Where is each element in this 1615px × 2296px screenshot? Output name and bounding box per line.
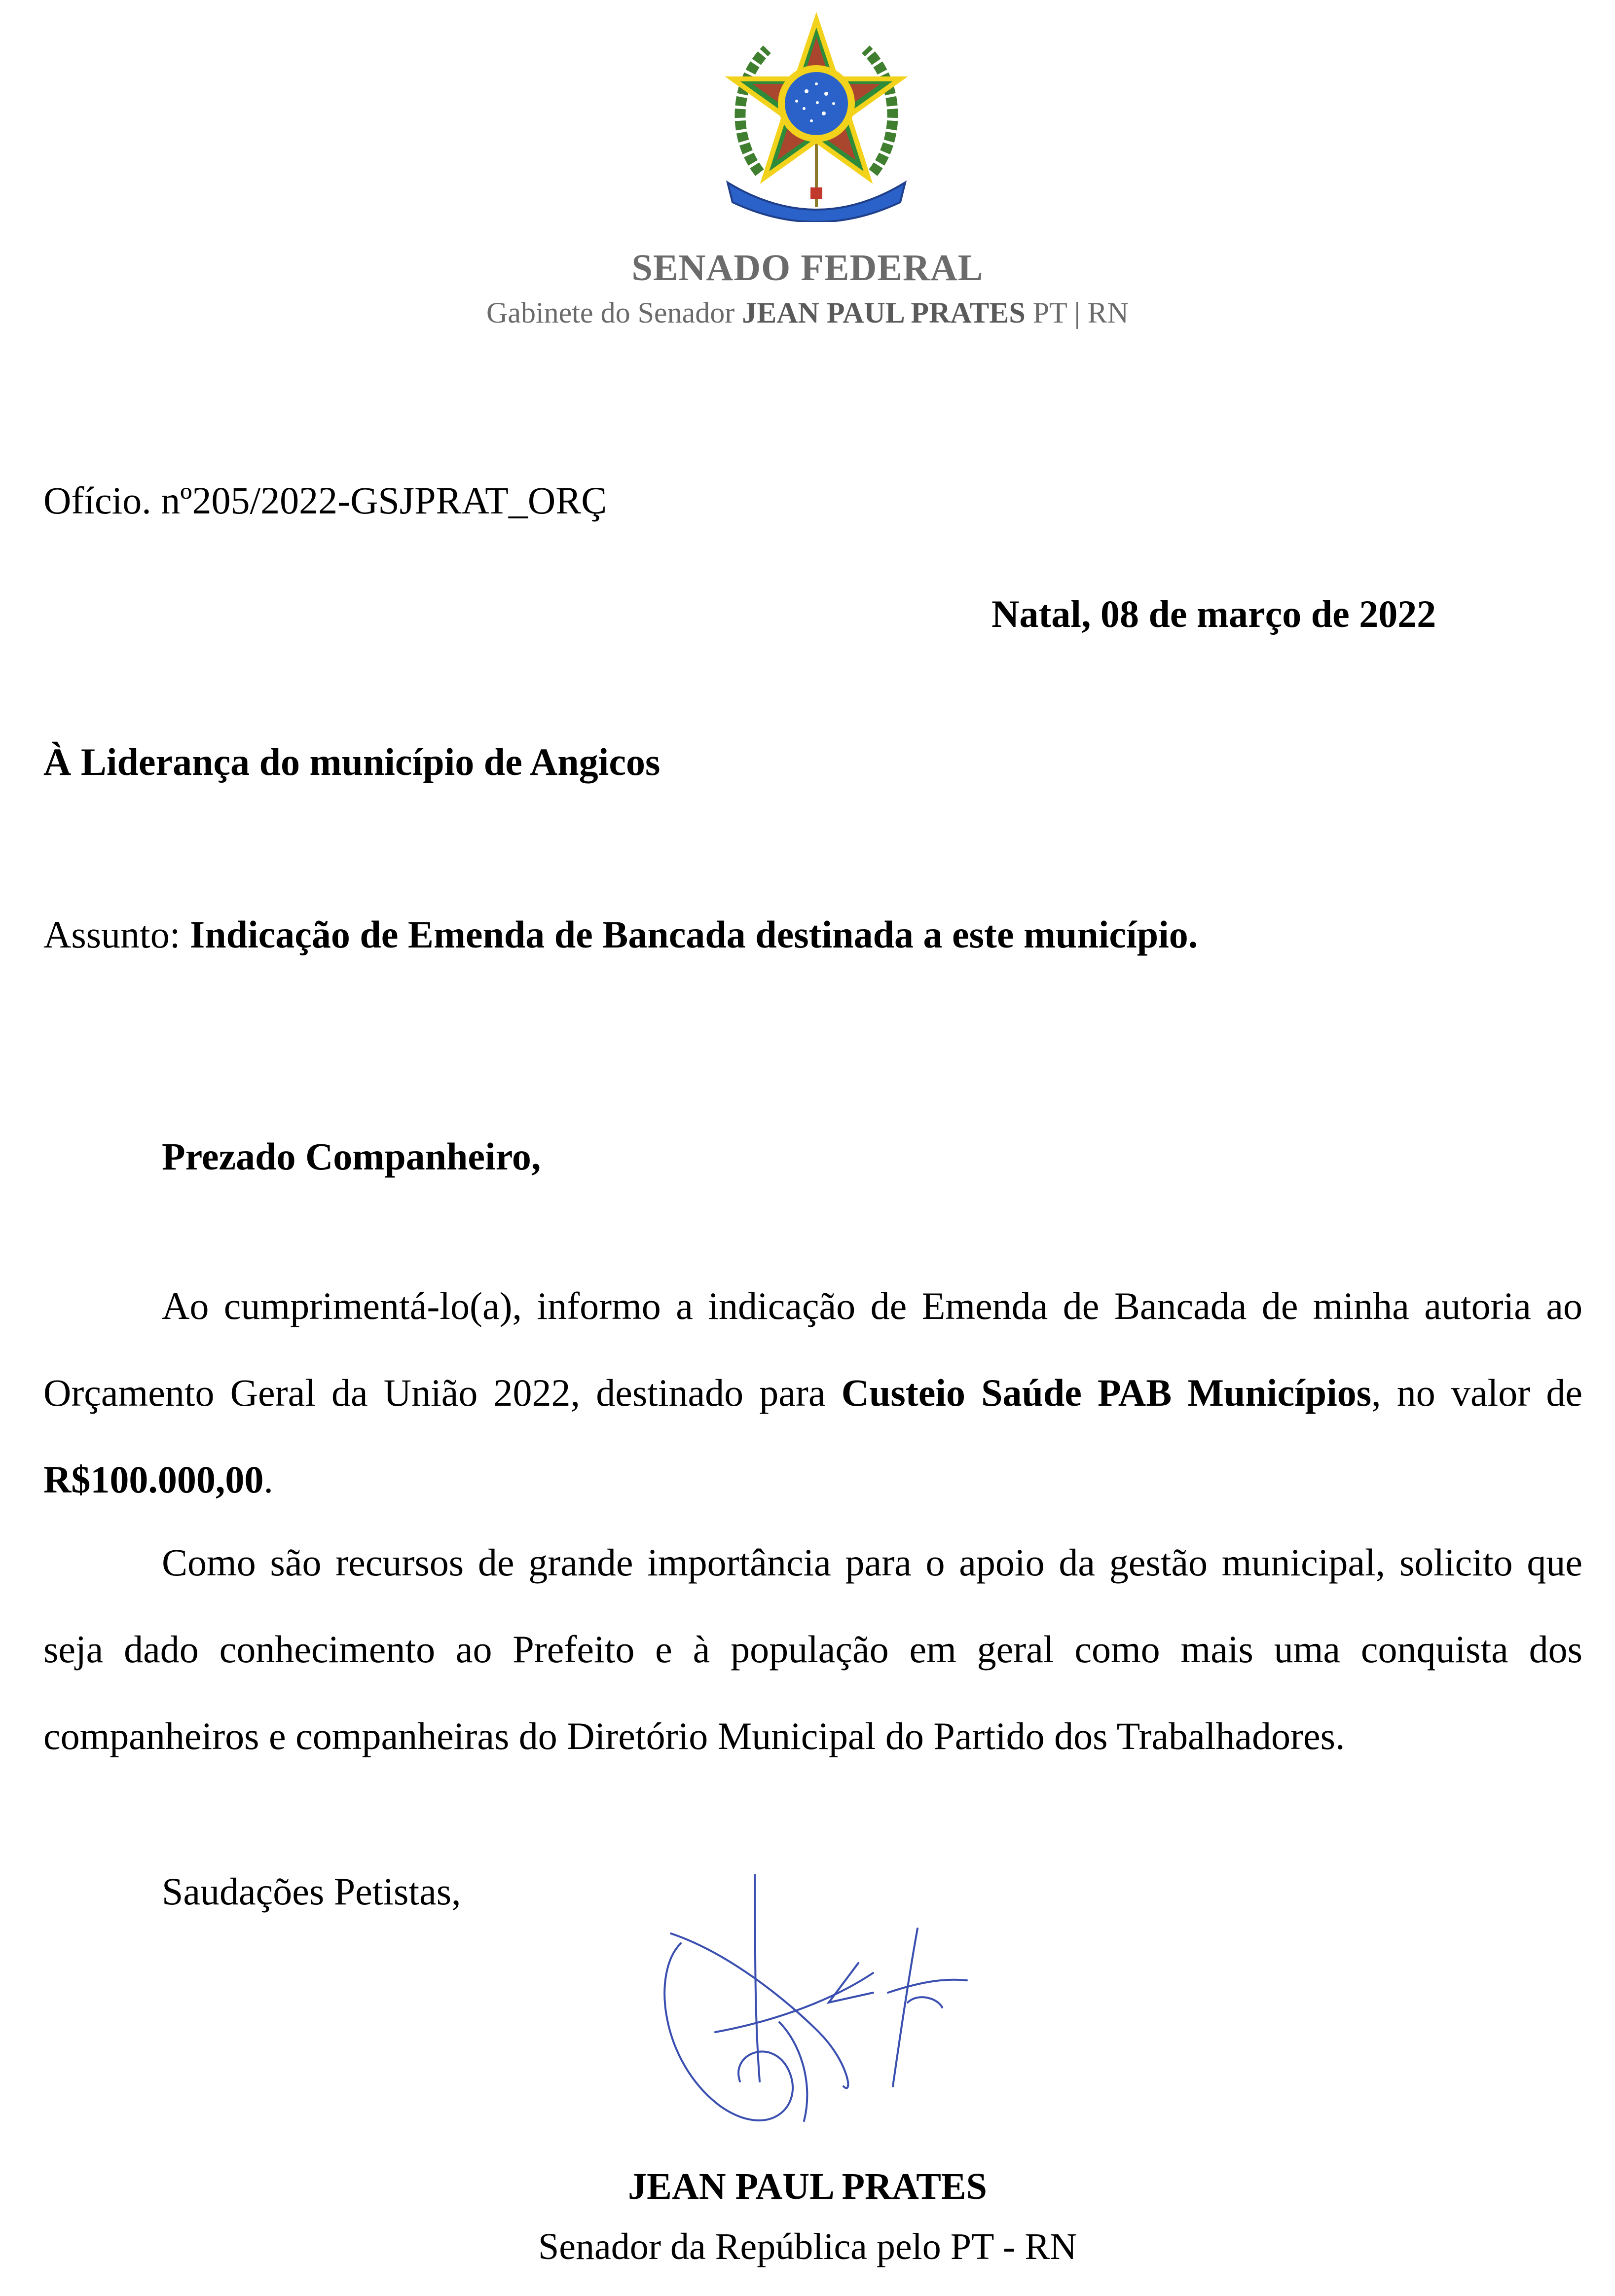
institution-title: SENADO FEDERAL bbox=[631, 247, 984, 289]
subject-line bbox=[43, 912, 1198, 957]
paragraph-1 bbox=[43, 1263, 1582, 1523]
p1-text-1: Ao cumprimentá-lo(a), informo a indicação de Emenda de Bancada de minha autoria ao Orçamento Geral da União 2022, destinado para bbox=[43, 1284, 1582, 1414]
closing: Saudações Petistas, bbox=[162, 1870, 461, 1913]
signatory-role: Senador da República pelo PT - RN bbox=[538, 2226, 1077, 2267]
p1-program: Custeio Saúde PAB Municípios bbox=[841, 1371, 1372, 1414]
signatory-name: JEAN PAUL PRATES bbox=[628, 2166, 987, 2207]
reference-number: Ofício. nº205/2022-GSJPRAT_ORÇ bbox=[43, 479, 607, 522]
senator-name: JEAN PAUL PRATES bbox=[742, 296, 1026, 329]
document-date: Natal, 08 de março de 2022 bbox=[991, 592, 1436, 635]
handwritten-signature bbox=[641, 1874, 977, 2160]
subject-label: Assunto: bbox=[43, 913, 190, 956]
greeting: Prezado Companheiro, bbox=[162, 1135, 541, 1178]
party-state: PT | RN bbox=[1025, 296, 1129, 329]
subject-text: Indicação de Emenda de Bancada destinada a este município. bbox=[189, 913, 1198, 956]
recipient: À Liderança do município de Angicos bbox=[43, 740, 661, 783]
paragraph-2: Como são recursos de grande importância para o apoio da gestão municipal, solicito que seja dado conhecimento ao Prefeito e à população em geral como mais uma conquista dos companheiros e companheiras do Diretório Municipal do Partido dos Trabalhadores. bbox=[43, 1541, 1582, 1757]
p1-text-3: . bbox=[263, 1458, 273, 1501]
subtitle-prefix: Gabinete do Senador bbox=[486, 296, 742, 329]
office-subtitle bbox=[0, 296, 1615, 330]
p1-amount: R$100.000,00 bbox=[43, 1458, 264, 1501]
p1-text-2: , no valor de bbox=[1371, 1371, 1582, 1414]
coat-of-arms-icon bbox=[713, 10, 920, 222]
